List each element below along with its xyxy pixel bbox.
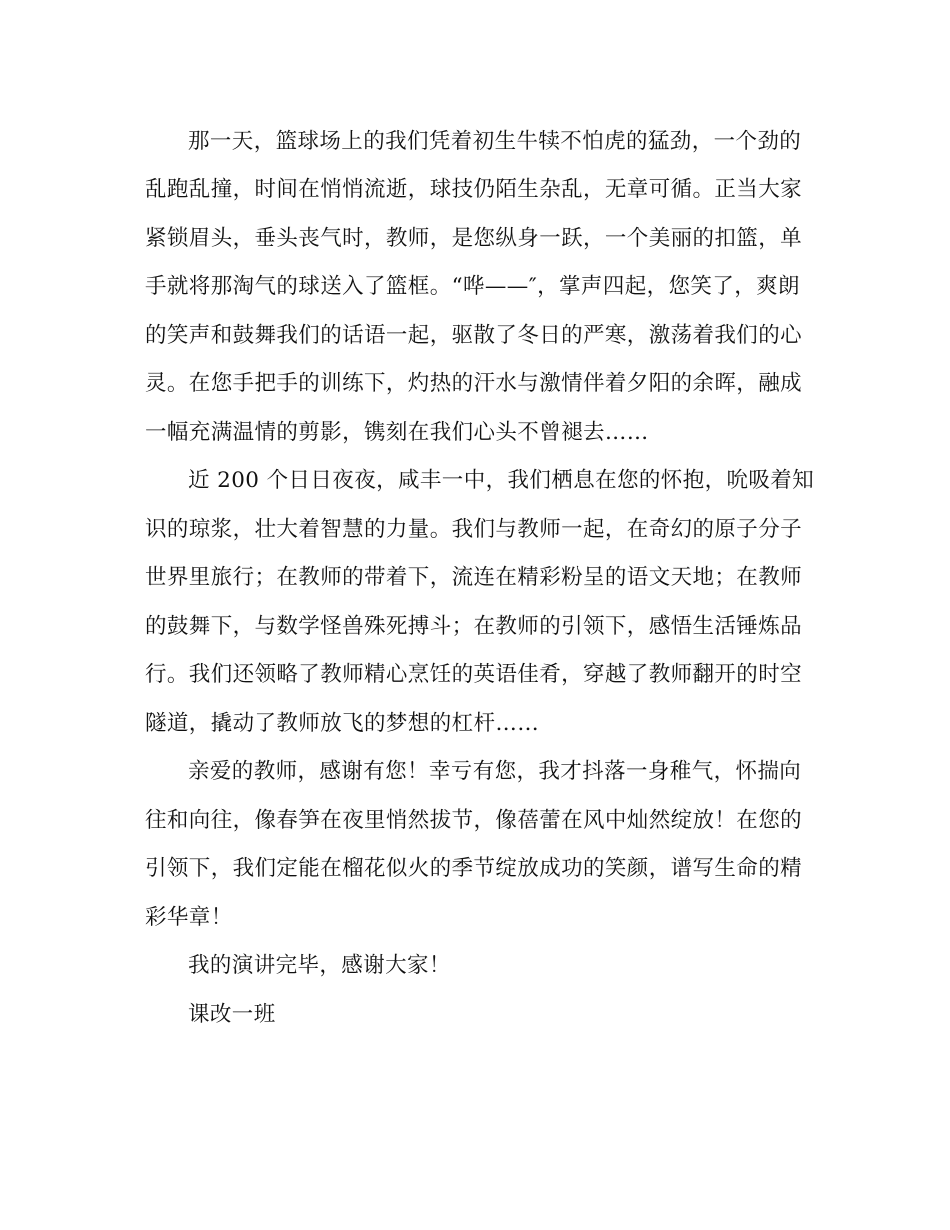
paragraph-1-line-6: 灵。在您手把手的训练下，灼热的汗水与激情伴着夕阳的余晖，融成 bbox=[145, 371, 803, 396]
paragraph-1-line-4: 手就将那淘气的球送入了篮框。“哗——″，掌声四起，您笑了，爽朗 bbox=[145, 274, 800, 299]
paragraph-3-line-1: 亲爱的教师，感谢有您！幸亏有您，我才抖落一身稚气，怀揣向 bbox=[188, 759, 802, 784]
paragraph-3-line-3: 引领下，我们定能在榴花似火的季节绽放成功的笑颜，谱写生命的精 bbox=[145, 856, 803, 881]
paragraph-3-line-2: 往和向往，像春笋在夜里悄然拔节，像蓓蕾在风中灿然绽放！在您的 bbox=[145, 808, 803, 833]
paragraph-2-line-3: 世界里旅行；在教师的带着下，流连在精彩粉呈的语文天地；在教师 bbox=[145, 565, 803, 590]
paragraph-2-line-5: 行。我们还领略了教师精心烹饪的英语佳肴，穿越了教师翻开的时空 bbox=[145, 662, 803, 687]
signature-line: 课改一班 bbox=[188, 1002, 276, 1027]
paragraph-2-line-1: 近 200 个日日夜夜，咸丰一中，我们栖息在您的怀抱，吮吸着知 bbox=[188, 468, 815, 493]
paragraph-3-line-4: 彩华章！ bbox=[145, 905, 233, 930]
paragraph-1-line-1: 那一天，篮球场上的我们凭着初生牛犊不怕虎的猛劲，一个劲的 bbox=[188, 129, 802, 154]
paragraph-2-line-6: 隧道，撬动了教师放飞的梦想的杠杆…… bbox=[145, 711, 540, 736]
paragraph-2-line-4: 的鼓舞下，与数学怪兽殊死搏斗；在教师的引领下，感悟生活锤炼品 bbox=[145, 614, 803, 639]
paragraph-1-line-7: 一幅充满温情的剪影，镌刻在我们心头不曾褪去…… bbox=[145, 420, 649, 445]
paragraph-1-line-3: 紧锁眉头，垂头丧气时，教师，是您纵身一跃，一个美丽的扣篮，单 bbox=[145, 226, 803, 251]
paragraph-2-line-2: 识的琼浆，壮大着智慧的力量。我们与教师一起，在奇幻的原子分子 bbox=[145, 517, 803, 542]
paragraph-1-line-2: 乱跑乱撞，时间在悄悄流逝，球技仍陌生杂乱，无章可循。正当大家 bbox=[145, 177, 803, 202]
closing-line: 我的演讲完毕，感谢大家！ bbox=[188, 953, 451, 978]
paragraph-1-line-5: 的笑声和鼓舞我们的话语一起，驱散了冬日的严寒，激荡着我们的心 bbox=[145, 323, 803, 348]
